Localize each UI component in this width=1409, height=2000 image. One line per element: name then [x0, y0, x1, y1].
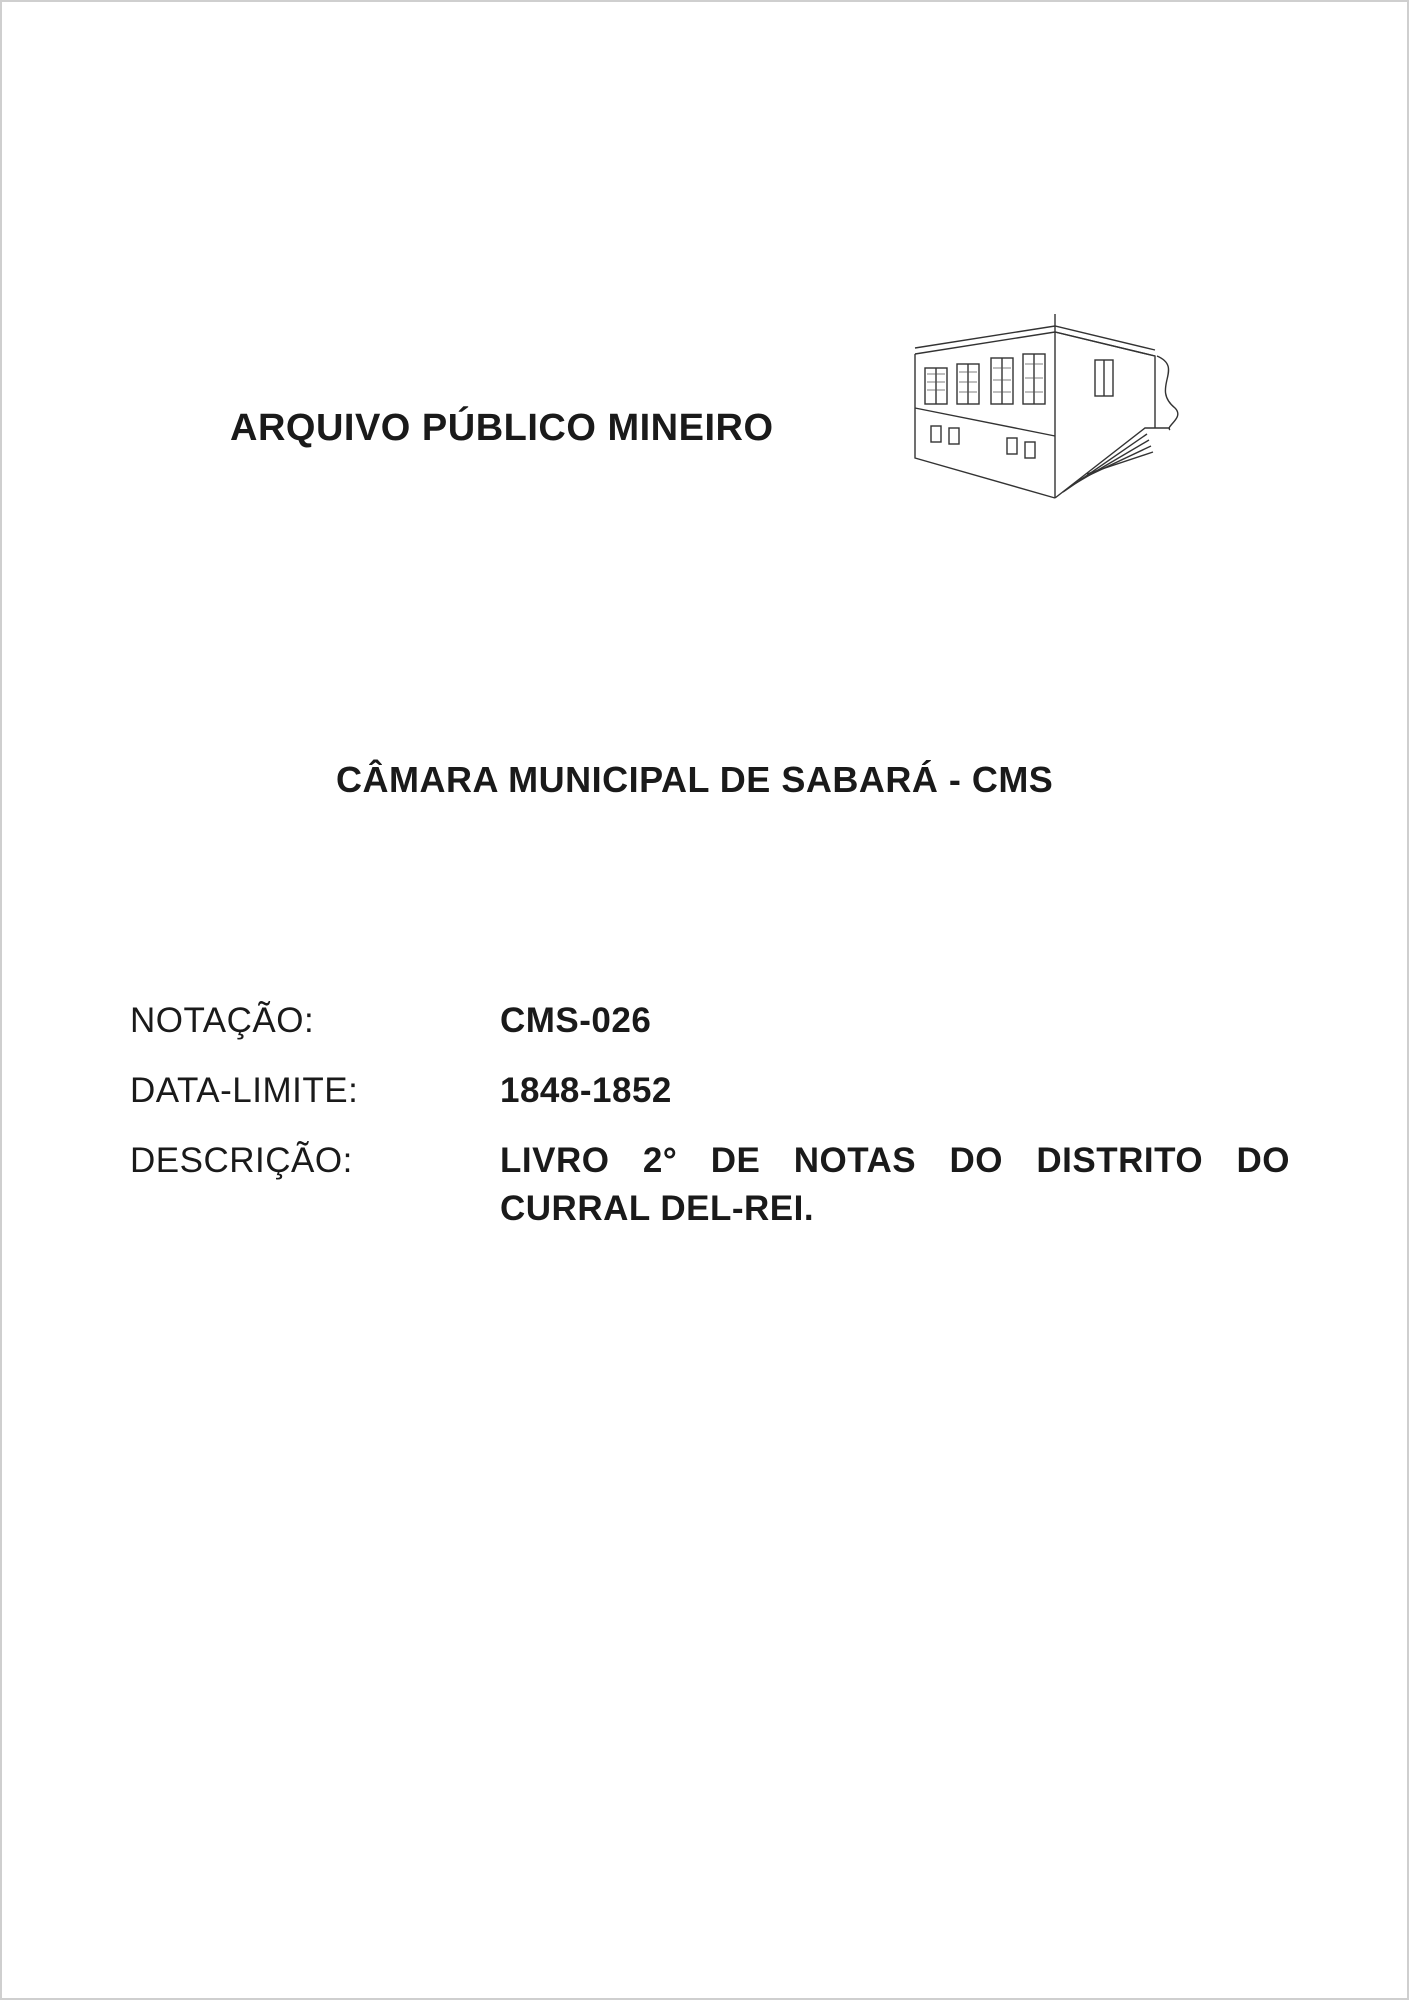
field-value: LIVRO 2° DE NOTAS DO DISTRITO DO CURRAL DEL-REI. [500, 1141, 1290, 1228]
field-row-notacao [130, 997, 1290, 1045]
field-label: DATA-LIMITE: [130, 1071, 359, 1110]
record-fields [130, 997, 1290, 1255]
fund-title: CÂMARA MUNICIPAL DE SABARÁ - CMS [336, 759, 1054, 800]
field-label: NOTAÇÃO: [130, 1001, 315, 1040]
field-value: CMS-026 [500, 1001, 652, 1040]
field-row-data-limite [130, 1067, 1290, 1115]
field-label: DESCRIÇÃO: [130, 1141, 353, 1180]
institution-name: ARQUIVO PÚBLICO MINEIRO [230, 407, 774, 449]
field-value: 1848-1852 [500, 1071, 672, 1110]
field-row-descricao [130, 1137, 1290, 1233]
building-engraving-icon [895, 308, 1195, 508]
